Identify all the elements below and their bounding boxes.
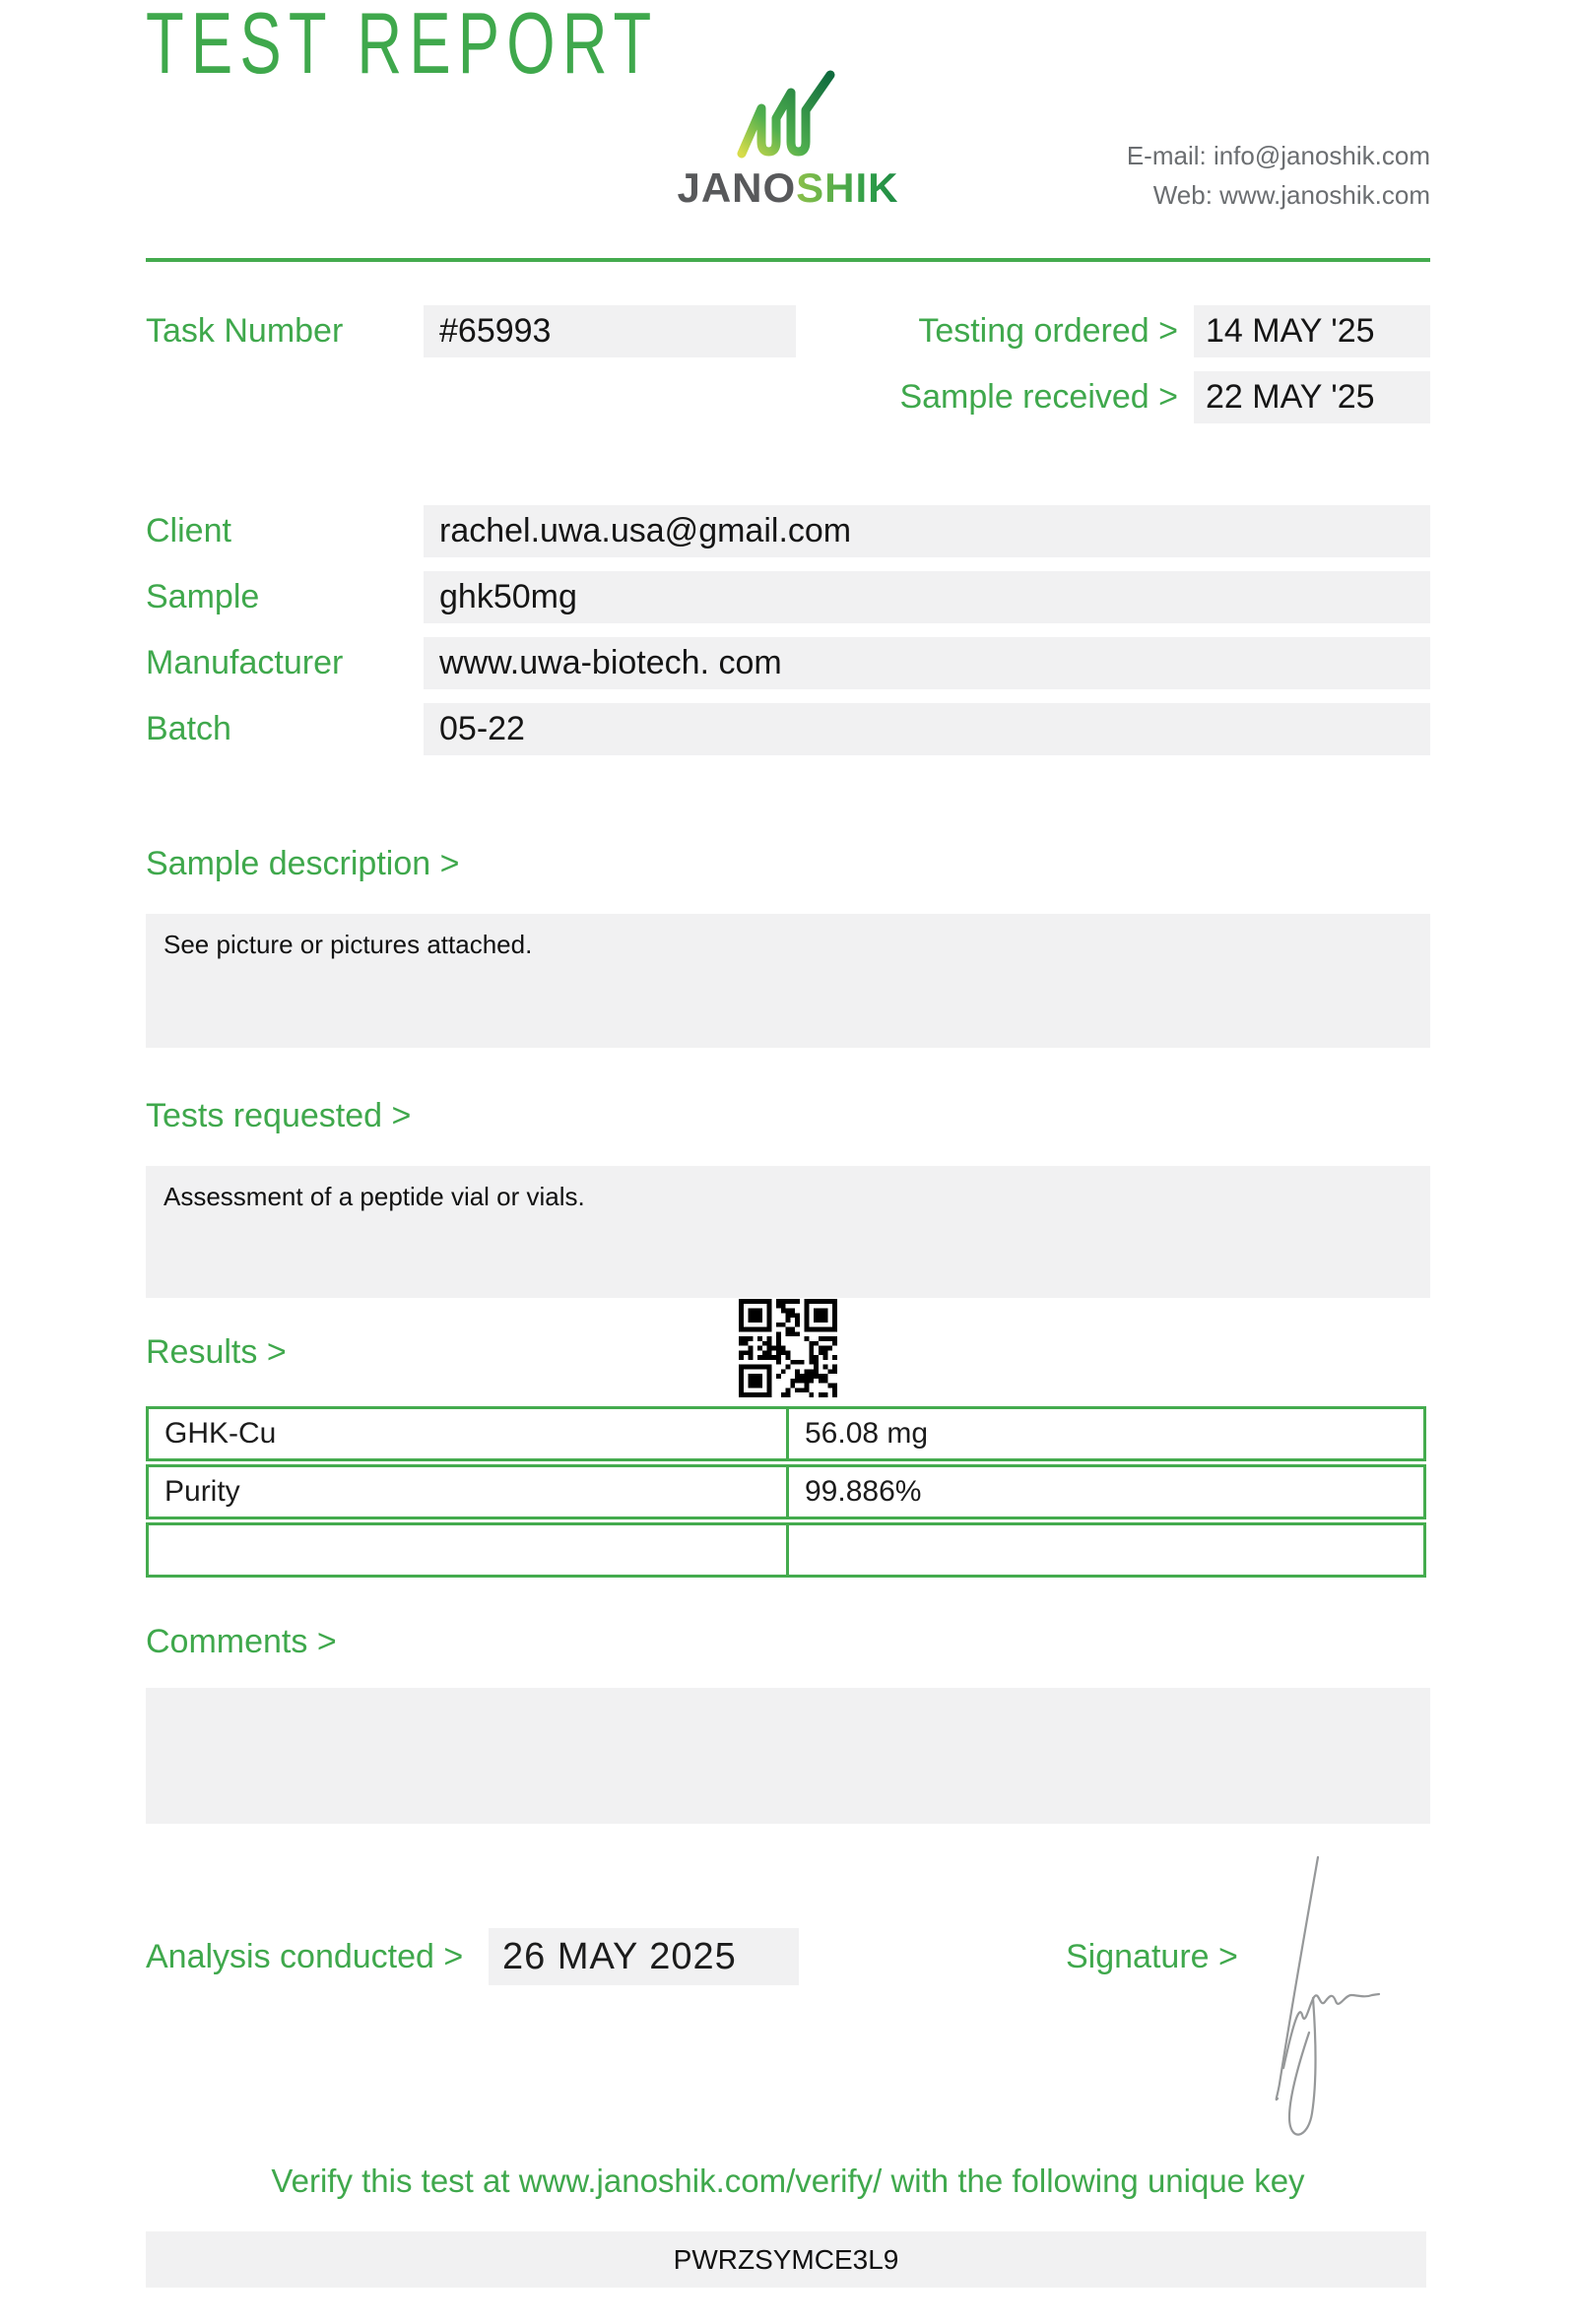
tests-requested-text: Assessment of a peptide vial or vials. [164,1182,585,1211]
page-title: TEST REPORT [146,0,659,92]
comments-box [146,1688,1430,1824]
bar-chart-growth-icon [735,67,841,165]
handwritten-signature [1269,1849,1397,2137]
tests-requested-box [146,1166,1430,1298]
sample-value: ghk50mg [424,571,1430,623]
result-value: 56.08 mg [805,1417,929,1450]
signature-label: Signature > [1066,1938,1238,1975]
batch-label: Batch [146,710,231,747]
results-table-row [146,1406,1426,1461]
result-name: Purity [149,1467,789,1517]
logo-text-shik: SHIK [796,164,899,211]
qr-code [739,1298,837,1398]
logo-text-jano: JANO [677,164,797,211]
contact-info [1127,136,1430,215]
analysis-conducted-label: Analysis conducted > [146,1938,464,1975]
result-name [149,1525,789,1575]
batch-value: 05-22 [424,703,1430,755]
task-number-value: #65993 [424,305,796,357]
results-heading: Results > [146,1333,287,1371]
result-name: GHK-Cu [149,1409,789,1458]
testing-ordered-value: 14 MAY '25 [1194,305,1430,357]
client-label: Client [146,512,231,549]
manufacturer-value: www.uwa-biotech. com [424,637,1430,689]
sample-description-heading: Sample description > [146,845,460,882]
task-number-label: Task Number [146,312,344,350]
logo-wordmark [660,164,916,211]
contact-web: Web: www.janoshik.com [1152,180,1430,210]
testing-ordered-label: Testing ordered > [918,312,1178,350]
result-value [789,1525,1423,1575]
sample-description-box [146,914,1430,1048]
header-divider [146,258,1430,262]
sample-label: Sample [146,578,260,615]
manufacturer-label: Manufacturer [146,644,344,681]
tests-requested-heading: Tests requested > [146,1097,412,1134]
results-table-row [146,1464,1426,1519]
sample-received-value: 22 MAY '25 [1194,371,1430,423]
result-value: 99.886% [805,1475,922,1508]
verify-key: PWRZSYMCE3L9 [146,2231,1426,2288]
results-table-row [146,1522,1426,1578]
sample-received-label: Sample received > [899,378,1178,416]
verify-instruction: Verify this test at www.janoshik.com/verify/ with the following unique key [271,2163,1305,2199]
analysis-conducted-value: 26 MAY 2025 [489,1928,799,1985]
test-report-page [146,0,1430,2324]
client-value: rachel.uwa.usa@gmail.com [424,505,1430,557]
sample-description-text: See picture or pictures attached. [164,930,533,959]
contact-email: E-mail: info@janoshik.com [1126,141,1430,170]
janoshik-logo [660,67,916,209]
comments-heading: Comments > [146,1623,337,1660]
